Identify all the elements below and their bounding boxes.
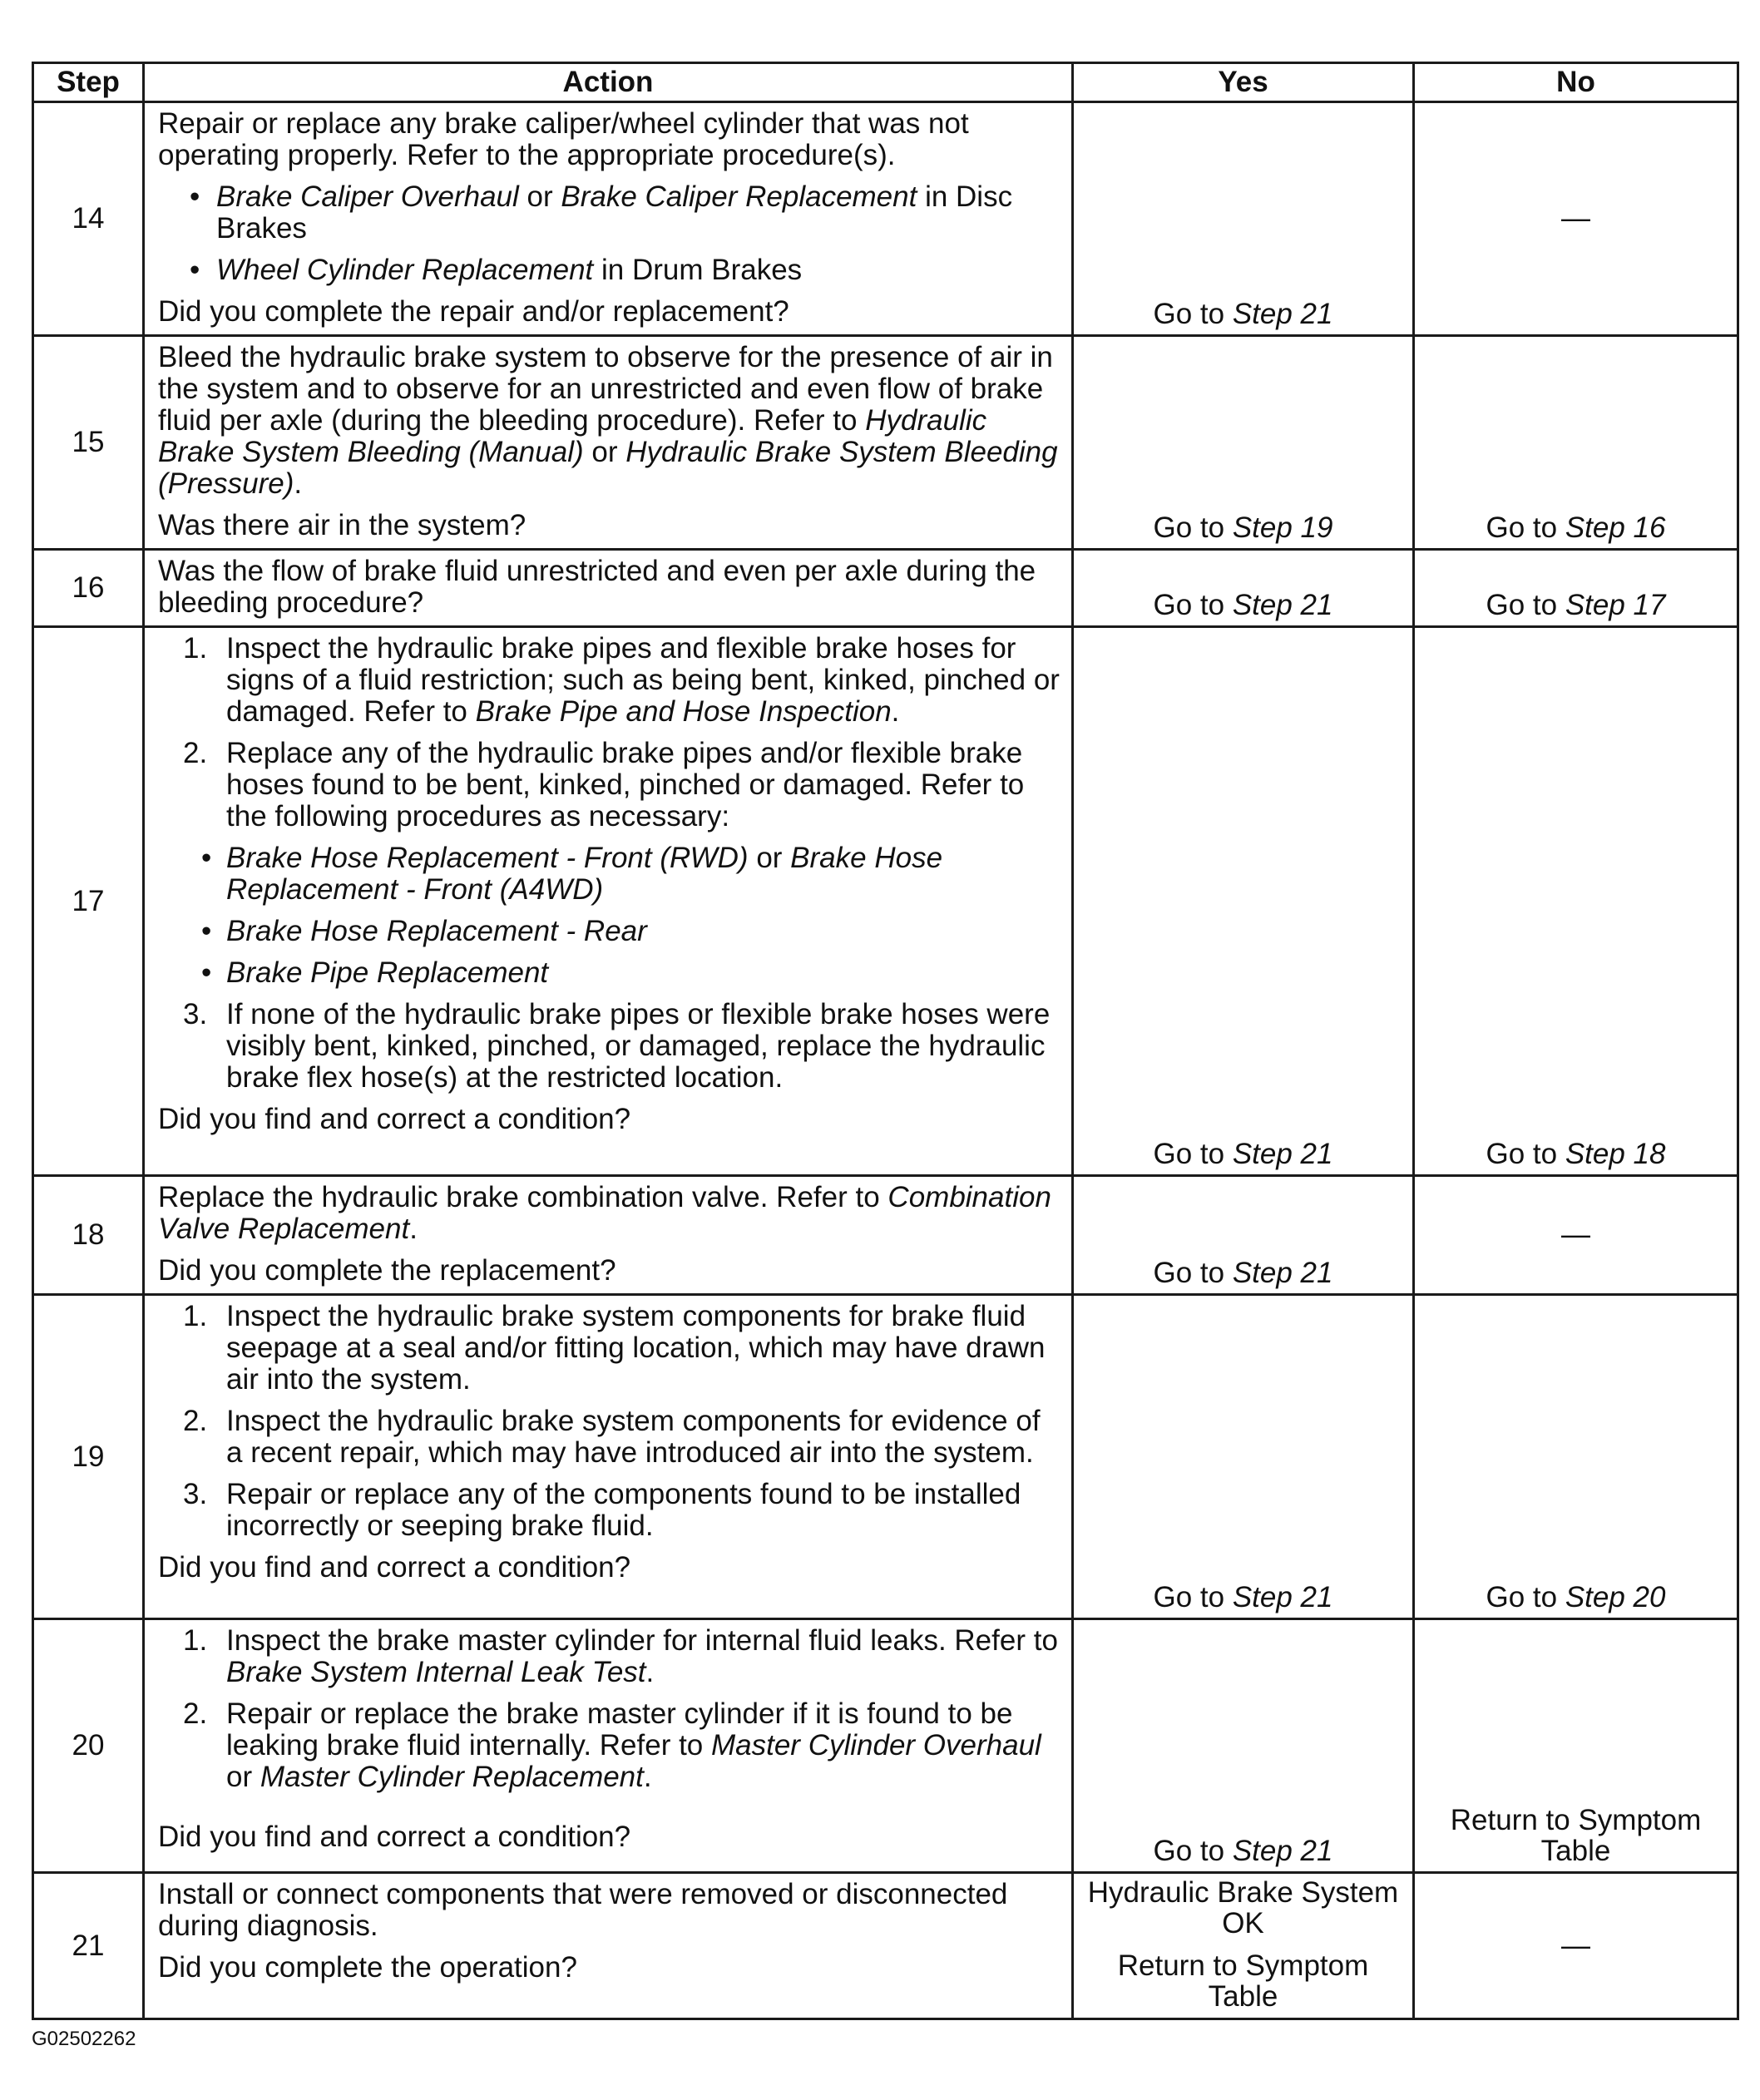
table-row-step-18 <box>33 1176 1738 1295</box>
header-action: Action <box>144 63 1073 102</box>
list-item: 1. Inspect the hydraulic brake system components for brake fluid seepage at a seal and/or fitting location, which may have drawn air into the system. <box>183 1300 1046 1396</box>
procedure-link: Brake Pipe and Hose Inspection <box>475 695 892 728</box>
figure-id: G02502262 <box>32 2028 136 2050</box>
table-row-step-19 <box>33 1295 1738 1619</box>
yes-cell: Go to Step 21 <box>1073 1619 1414 1873</box>
question-text: Did you find and correct a condition? <box>158 1103 631 1135</box>
return-link: Return to Symptom Table <box>1117 1949 1369 2013</box>
yes-cell: Go to Step 21 <box>1073 627 1414 1176</box>
action-cell <box>144 102 1073 336</box>
list-item: 2. Inspect the hydraulic brake system components for evidence of a recent repair, which may have introduced air into the system. <box>183 1405 1041 1469</box>
step-number: 20 <box>33 1619 144 1873</box>
yes-step-link: Step 21 <box>1232 1835 1333 1867</box>
procedure-link: Brake Hose Replacement - Front (A4WD) <box>226 842 943 906</box>
yes-step-link: Step 21 <box>1232 1138 1333 1170</box>
procedure-link: Brake Pipe Replacement <box>226 956 549 989</box>
table-row-step-15 <box>33 336 1738 550</box>
procedure-link: Combination Valve Replacement <box>158 1181 1051 1245</box>
list-item: 3. If none of the hydraulic brake pipes or flexible brake hoses were visibly bent, kinked, pinched, or damaged, replace the hydraulic brake flex hose(s) at the restricted location. <box>183 998 1051 1094</box>
yes-cell <box>1073 1873 1414 2019</box>
question-text: Was the flow of brake fluid unrestricted and even per axle during the bleeding procedure? <box>158 555 1036 619</box>
procedure-list <box>226 842 1061 989</box>
question-text: Did you find and correct a condition? <box>158 1821 631 1853</box>
yes-cell: Go to Step 21 <box>1073 550 1414 627</box>
numbered-steps <box>158 1625 1061 1793</box>
table-row-step-14 <box>33 102 1738 336</box>
header-step: Step <box>33 63 144 102</box>
action-cell <box>144 1873 1073 2019</box>
yes-step-link: Step 19 <box>1232 511 1333 544</box>
step-number: 15 <box>33 336 144 550</box>
step-number: 21 <box>33 1873 144 2019</box>
procedure-list <box>158 181 1061 286</box>
result-text: Hydraulic Brake System OK <box>1087 1876 1399 1939</box>
procedure-link: Hydraulic Brake System Bleeding (Pressure) <box>158 436 1058 500</box>
numbered-steps <box>158 633 1061 1094</box>
no-step-link: Step 18 <box>1565 1138 1666 1170</box>
no-cell: — <box>1414 102 1738 336</box>
list-item: 1. Inspect the brake master cylinder for internal fluid leaks. Refer to Brake System Internal Leak Test. <box>183 1624 1058 1688</box>
action-text: Repair or replace any brake caliper/wheel cylinder that was not operating properly. Refer to the appropriate procedure(s). <box>158 107 969 171</box>
action-cell <box>144 1619 1073 1873</box>
procedure-link: Wheel Cylinder Replacement <box>216 254 594 286</box>
no-cell: — <box>1414 1176 1738 1295</box>
action-cell <box>144 1295 1073 1619</box>
diagnostic-table <box>32 62 1739 2020</box>
yes-cell: Go to Step 21 <box>1073 102 1414 336</box>
no-cell: Go to Step 18 <box>1414 627 1738 1176</box>
list-item: 2. Repair or replace the brake master cylinder if it is found to be leaking brake fluid internally. Refer to Master Cylinder Overhaul or Master Cylinder Replacement. <box>183 1697 1041 1793</box>
header-no: No <box>1414 63 1738 102</box>
list-item: 1. Inspect the hydraulic brake pipes and flexible brake hoses for signs of a fluid restriction; such as being bent, kinked, pinched or damaged. Refer to Brake Pipe and Hose Inspection. <box>183 632 1060 728</box>
step-number: 18 <box>33 1176 144 1295</box>
procedure-link: Brake Caliper Overhaul <box>216 180 519 213</box>
question-text: Did you complete the operation? <box>158 1951 577 1984</box>
list-item <box>226 916 1061 947</box>
action-text: Bleed the hydraulic brake system to observe for the presence of air in the system and to observe for an unrestricted and even flow of brake fluid per axle (during the bleeding procedure). Refer to Hydraulic Brake System Bleeding (Manual) or Hydraulic Brake System Bleeding (Pressure). <box>158 341 1058 500</box>
table-row-step-21 <box>33 1873 1738 2019</box>
procedure-link: Master Cylinder Overhaul <box>711 1729 1041 1762</box>
table-row-step-17 <box>33 627 1738 1176</box>
numbered-steps <box>158 1301 1061 1542</box>
table-row-step-20 <box>33 1619 1738 1873</box>
no-cell: — <box>1414 1873 1738 2019</box>
yes-step-link: Step 21 <box>1232 298 1333 330</box>
procedure-link: Brake Caliper Replacement <box>561 180 917 213</box>
yes-step-link: Step 21 <box>1232 1581 1333 1613</box>
no-cell: Go to Step 20 <box>1414 1295 1738 1619</box>
procedure-link: Brake System Internal Leak Test <box>226 1656 646 1688</box>
step-number: 14 <box>33 102 144 336</box>
procedure-link: Brake Hose Replacement - Front (RWD) <box>226 842 749 874</box>
list-item <box>226 957 1061 989</box>
list-item: • Brake Hose Replacement - Front (RWD) or Brake Hose Replacement - Front (A4WD) <box>226 842 1061 906</box>
no-step-link: Step 17 <box>1565 589 1666 621</box>
step-number: 17 <box>33 627 144 1176</box>
list-item: 3. Repair or replace any of the components found to be installed incorrectly or seeping brake fluid. <box>183 1478 1021 1542</box>
action-cell <box>144 550 1073 627</box>
step-number: 16 <box>33 550 144 627</box>
action-text: Replace the hydraulic brake combination valve. Refer to Combination Valve Replacement. <box>158 1181 1051 1245</box>
procedure-link: Brake Hose Replacement - Rear <box>226 915 647 947</box>
yes-step-link: Step 21 <box>1232 589 1333 621</box>
no-cell: Go to Step 16 <box>1414 336 1738 550</box>
table-header-row <box>33 63 1738 102</box>
action-cell <box>144 627 1073 1176</box>
list-item: • Wheel Cylinder Replacement in Drum Brakes <box>158 254 1061 286</box>
question-text: Did you find and correct a condition? <box>158 1551 631 1584</box>
question-text: Was there air in the system? <box>158 509 527 541</box>
question-text: Did you complete the replacement? <box>158 1254 616 1287</box>
yes-cell: Go to Step 21 <box>1073 1295 1414 1619</box>
action-cell <box>144 336 1073 550</box>
no-step-link: Step 16 <box>1565 511 1666 544</box>
table-row-step-16 <box>33 550 1738 627</box>
action-cell <box>144 1176 1073 1295</box>
question-text: Did you complete the repair and/or replacement? <box>158 295 789 328</box>
list-item: • Brake Caliper Overhaul or Brake Caliper Replacement in Disc Brakes <box>158 181 1061 245</box>
yes-cell: Go to Step 19 <box>1073 336 1414 550</box>
no-cell: Go to Step 17 <box>1414 550 1738 627</box>
list-item: 2. Replace any of the hydraulic brake pipes and/or flexible brake hoses found to be bent, kinked, pinched or damaged. Refer to the following procedures as necessary: • Brake Hose Replacement - Front (RWD) or Brake Hose Replacement - Front (A4WD) • Brake Hose Replacement - Rear • Brake Pipe Replacement <box>158 738 1061 989</box>
header-yes: Yes <box>1073 63 1414 102</box>
action-text: Install or connect components that were removed or disconnected during diagnosis. <box>158 1878 1008 1942</box>
yes-step-link: Step 21 <box>1232 1257 1333 1289</box>
yes-cell: Go to Step 21 <box>1073 1176 1414 1295</box>
procedure-link: Master Cylinder Replacement <box>260 1761 644 1793</box>
procedure-link: Hydraulic Brake System Bleeding (Manual) <box>158 404 987 468</box>
no-cell: Return to Symptom Table <box>1414 1619 1738 1873</box>
no-step-link: Step 20 <box>1565 1581 1666 1613</box>
step-number: 19 <box>33 1295 144 1619</box>
